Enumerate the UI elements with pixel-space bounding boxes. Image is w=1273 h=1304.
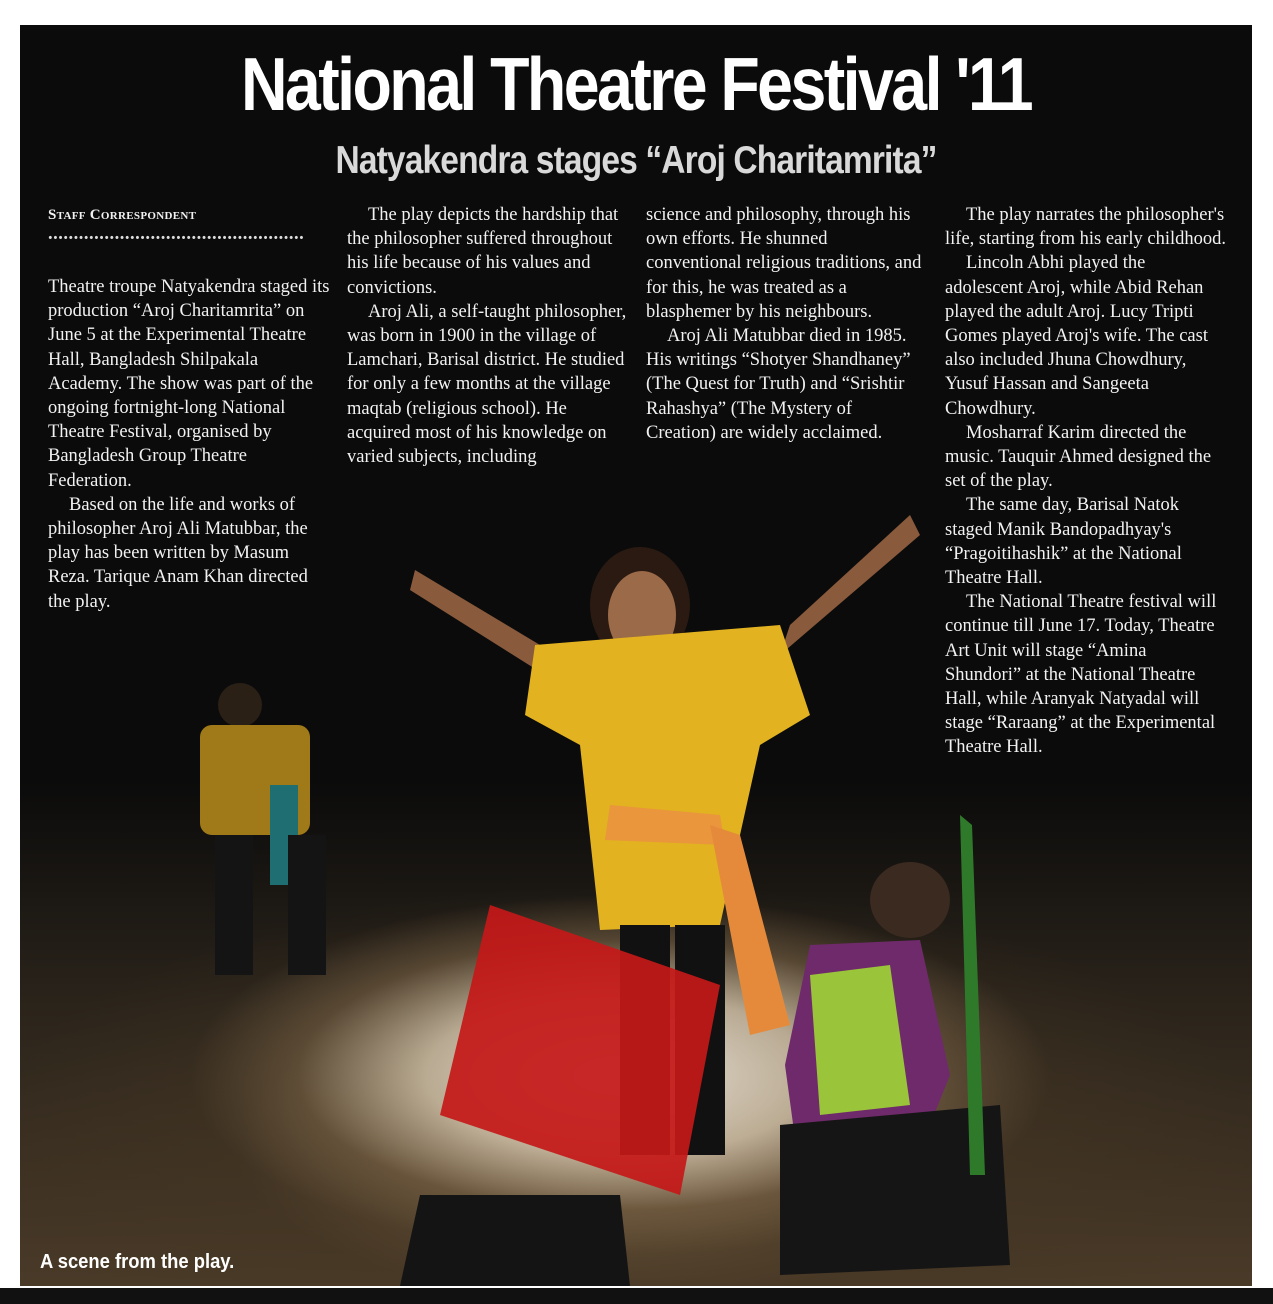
column-3 — [646, 203, 926, 445]
newspaper-article — [20, 25, 1252, 1286]
paragraph: Based on the life and works of philosopher Aroj Ali Matubbar, the play has been written by Masum Reza. Tarique Anam Khan directed the play. — [48, 494, 308, 612]
headline: National Theatre Festival '11 — [240, 42, 1032, 126]
paragraph: Theatre troupe Natyakendra staged its production “Aroj Charitamrita” on June 5 at the Experimental Theatre Hall, Bangladesh Shilpakala Academy. The show was part of the ongoing fortnight-long National Theatre Festival, organised by Bangladesh Group Theatre Federation. — [48, 277, 330, 491]
byline-rule: .................................................. — [48, 227, 305, 244]
paragraph: The play depicts the hardship that the philosopher suffered throughout his life because of his values and convictions. — [347, 205, 619, 298]
paragraph: The National Theatre festival will continue till June 17. Today, Theatre Art Unit will stage “Amina Shundori” at the National Theatre Hall, while Aranyak Natyadal will stage “Raraang” at the Experimental Theatre Hall. — [945, 592, 1217, 758]
byline: Staff Correspondent — [48, 207, 197, 223]
paragraph: Mosharraf Karim directed the music. Tauquir Ahmed designed the set of the play. — [945, 422, 1212, 492]
photo-caption: A scene from the play. — [40, 1251, 235, 1273]
paragraph: science and philosophy, through his own efforts. He shunned conventional religious traditions, and for this, he was treated as a blasphemer by his neighbours. — [646, 205, 922, 322]
bottom-border — [0, 1288, 1273, 1304]
column-1 — [48, 203, 330, 614]
column-4 — [945, 203, 1227, 760]
paragraph: The play narrates the philosopher's life, starting from his early childhood. — [945, 205, 1227, 250]
paragraph: Lincoln Abhi played the adolescent Aroj, while Abid Rehan played the adult Aroj. Lucy Tripti Gomes played Aroj's wife. The cast also included Jhuna Chowdhury, Yusuf Hassan and Sangeeta Chowdhury. — [945, 253, 1208, 419]
paragraph: Aroj Ali Matubbar died in 1985. His writings “Shotyer Shandhaney” (The Quest for Truth) and “Srishtir Rahashya” (The Mystery of Creation) are widely acclaimed. — [646, 326, 911, 443]
background-actor-figure — [200, 683, 326, 975]
column-2 — [347, 203, 627, 469]
subhead: Natyakendra stages “Aroj Charitamrita” — [335, 139, 937, 182]
kneeling-actor-figure — [780, 815, 1010, 1275]
paragraph: Aroj Ali, a self-taught philosopher, was born in 1900 in the village of Lamchari, Barisal district. He studied for only a few months at the village maqtab (religious school). He acquired most of his knowledge on varied subjects, including — [347, 301, 627, 468]
paragraph: The same day, Barisal Natok staged Manik Bandopadhyay's “Pragoitihashik” at the National Theatre Hall. — [945, 495, 1182, 589]
